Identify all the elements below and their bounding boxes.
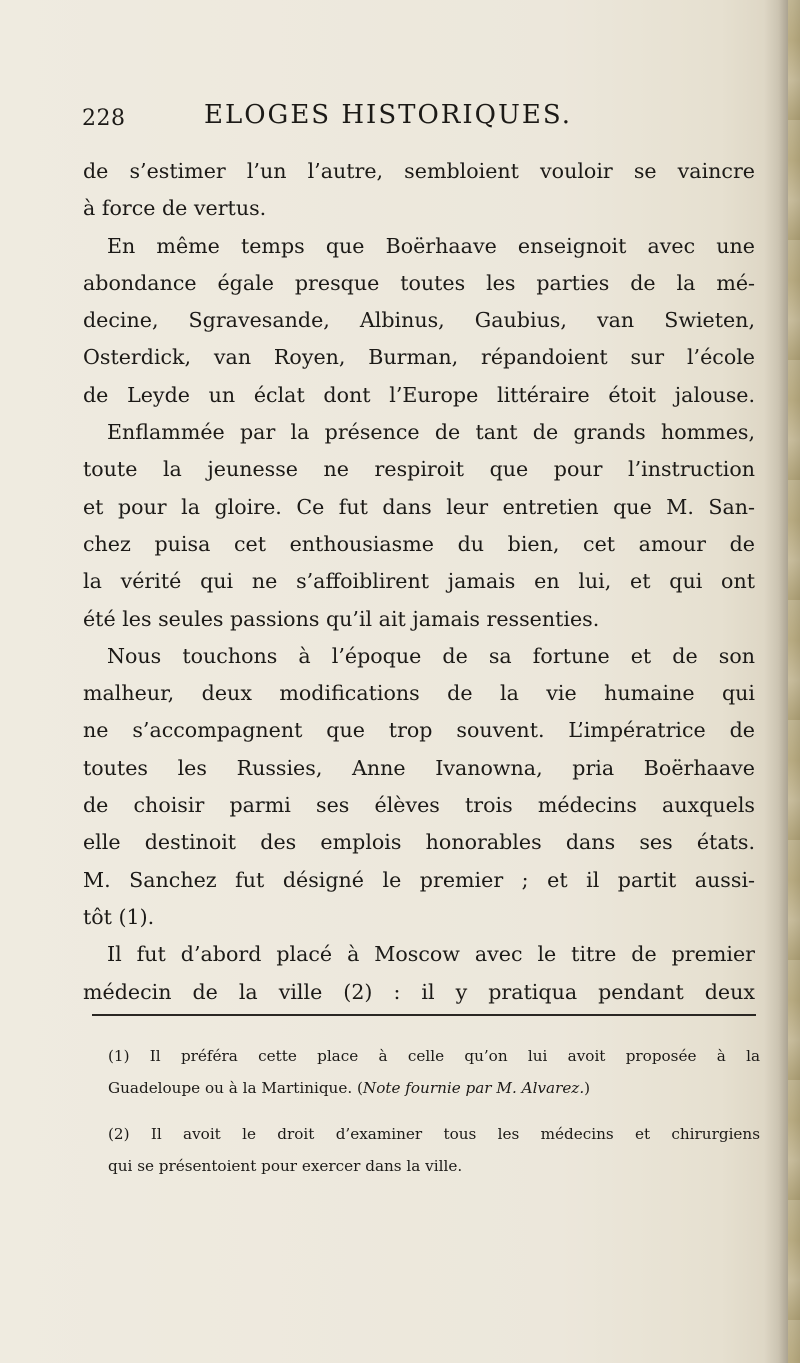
- page-edge-strip: [788, 0, 800, 1363]
- body-line: de Leyde un éclat dont l’Europe littéraire étoit jalouse.: [83, 382, 755, 407]
- body-line: de s’estimer l’un l’autre, sembloient vouloir se vaincre: [83, 159, 755, 183]
- footnote-1-attribution: Note fournie par M. Alvarez.: [362, 1079, 585, 1097]
- running-title: ELOGES HISTORIQUES.: [204, 100, 573, 130]
- body-line: tôt (1).: [83, 904, 155, 929]
- body-line: toutes les Russies, Anne Ivanowna, pria Boërhaave: [83, 755, 755, 780]
- footnote-2-line-2: qui se présentoient pour exercer dans la ville.: [108, 1157, 463, 1175]
- page-header: [82, 97, 762, 137]
- body-line: Osterdick, van Royen, Burman, répandoient sur l’école: [83, 345, 755, 370]
- page-number: 228: [82, 106, 126, 131]
- body-text: [83, 153, 755, 1011]
- body-line: decine, Sgravesande, Albinus, Gaubius, van Swieten,: [83, 308, 755, 333]
- body-line: Enflammée par la présence de tant de grands hommes,: [107, 420, 755, 445]
- body-line: ne s’accompagnent que trop souvent. L’impératrice de: [83, 718, 755, 743]
- footnote-rule: [92, 1014, 756, 1016]
- body-line: de choisir parmi ses élèves trois médecins auxquels: [83, 793, 755, 818]
- body-line: la vérité qui ne s’affoiblirent jamais en lui, et qui ont: [83, 569, 755, 594]
- body-line: été les seules passions qu’il ait jamais ressenties.: [83, 606, 600, 631]
- body-line: malheur, deux modifications de la vie humaine qui: [83, 681, 755, 706]
- body-line: Nous touchons à l’époque de sa fortune et de son: [107, 643, 755, 668]
- body-line: En même temps que Boërhaave enseignoit avec une: [107, 233, 755, 258]
- body-line: abondance égale presque toutes les parties de la mé-: [83, 270, 755, 295]
- footnote-2-line-1: (2) Il avoit le droit d’examiner tous les médecins et chirurgiens: [108, 1125, 760, 1143]
- footnote-spacer: [108, 1104, 760, 1118]
- footnote-1-line-1: (1) Il préféra cette place à celle qu’on lui avoit proposée à la: [108, 1047, 760, 1065]
- body-line: Il fut d’abord placé à Moscow avec le titre de premier: [107, 942, 755, 967]
- body-line: à force de vertus.: [83, 196, 267, 221]
- body-line: elle destinoit des emplois honorables dans ses états.: [83, 830, 755, 855]
- footnote-1-text: Guadeloupe ou à la Martinique. (: [108, 1079, 363, 1097]
- footnote-1-line-2: [108, 1072, 760, 1104]
- body-line: toute la jeunesse ne respiroit que pour l’instruction: [83, 457, 755, 482]
- body-line: et pour la gloire. Ce fut dans leur entretien que M. San-: [83, 494, 755, 519]
- body-line: médecin de la ville (2) : il y pratiqua pendant deux: [83, 979, 755, 1004]
- body-line: chez puisa cet enthousiasme du bien, cet amour de: [83, 531, 755, 556]
- footnotes: [108, 1040, 760, 1182]
- body-line: M. Sanchez fut désigné le premier ; et il partit aussi-: [83, 867, 755, 892]
- footnote-1-closing: ): [584, 1079, 591, 1097]
